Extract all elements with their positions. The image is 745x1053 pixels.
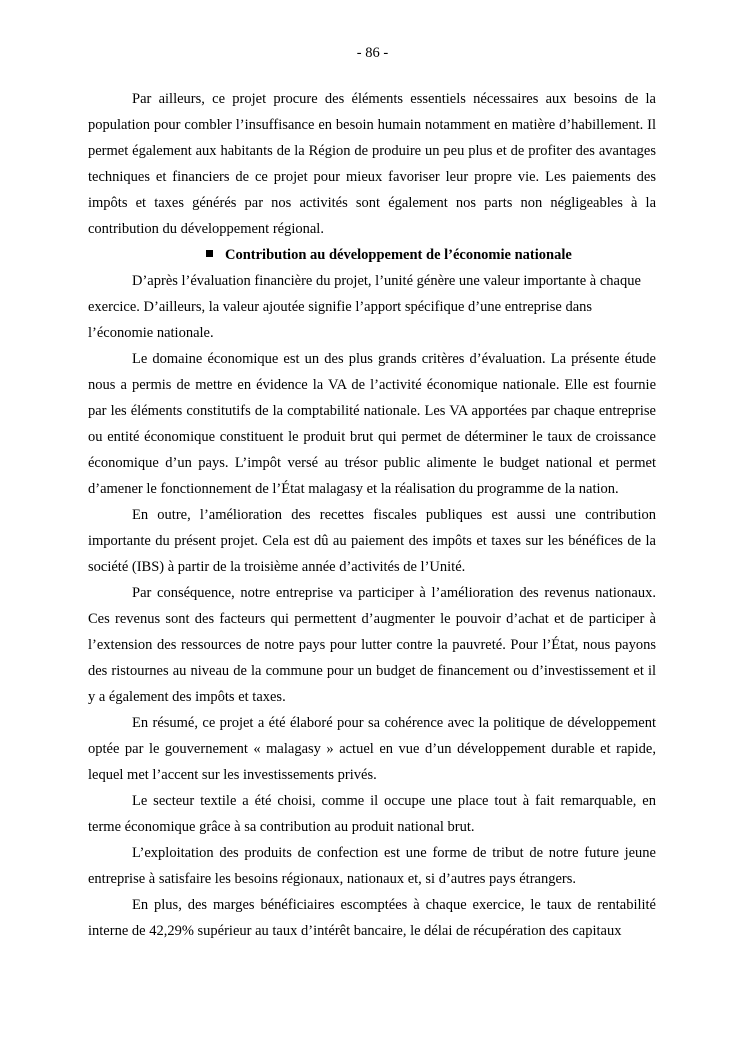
paragraph-financial-evaluation: D’après l’évaluation financière du projet, l’unité génère une valeur importante à chaque exercice. D’ailleurs, la valeur ajoutée signifie l’apport spécifique d’une entreprise dans l’économie nationale. (88, 273, 641, 341)
section-heading-text: Contribution au développement de l’économie nationale (225, 247, 572, 263)
paragraph-national-revenue: Par conséquence, notre entreprise va participer à l’amélioration des revenus nationaux. Ces revenus sont des facteurs qui permettent d’augmenter le pouvoir d’achat et de participer à l’extension des ressources de notre pays pour lutter contre la pauvreté. Pour l’État, nous payons des ristournes au niveau de la commune pour un budget de financement ou d’investissement et il y a également des impôts et taxes. (88, 585, 656, 705)
paragraph-profit-margins: En plus, des marges bénéficiaires escomptées à chaque exercice, le taux de rentabilité interne de 42,29% supérieur au taux d’intérêt bancaire, le délai de récupération des capitaux (88, 897, 656, 939)
page-number: - 86 - (356, 45, 389, 61)
paragraph-regional-benefits: Par ailleurs, ce projet procure des éléments essentiels nécessaires aux besoins de la population pour combler l’insuffisance en besoin humain notamment en matière d’habillement. Il permet également aux habitants de la Région de produire un peu plus et de profiter des avantages techniques et financiers de ce projet pour mieux favoriser leur propre vie. Les paiements des impôts et taxes générés par nos activités sont également nos parts non négligeables à la contribution du développement régional. (88, 91, 656, 237)
document-body (88, 86, 656, 944)
paragraph-exploitation: L’exploitation des produits de confection est une forme de tribut de notre future jeune entreprise à satisfaire les besoins régionaux, nationaux et, si d’autres pays étrangers. (88, 845, 656, 887)
paragraph-summary: En résumé, ce projet a été élaboré pour sa cohérence avec la politique de développement optée par le gouvernement « malagasy » actuel en vue d’un développement durable et rapide, lequel met l’accent sur les investissements privés. (88, 715, 656, 783)
paragraph-fiscal-revenue: En outre, l’amélioration des recettes fiscales publiques est aussi une contribution importante du présent projet. Cela est dû au paiement des impôts et taxes sur les bénéfices de la société (IBS) à partir de la troisième année d’activités de l’Unité. (88, 507, 656, 575)
paragraph-textile-sector: Le secteur textile a été choisi, comme il occupe une place tout à fait remarquable, en terme économique grâce à sa contribution au produit national brut. (88, 793, 656, 835)
paragraph-economic-domain: Le domaine économique est un des plus grands critères d’évaluation. La présente étude nous a permis de mettre en évidence la VA de l’activité économique nationale. Elle est fournie par les éléments constitutifs de la comptabilité nationale. Les VA apportées par chaque entreprise ou entité économique constituent le produit brut qui permet de déterminer le taux de croissance économique d’un pays. L’impôt versé au trésor public alimente le budget national et permet d’amener le fonctionnement de l’État malagasy et la réalisation du programme de la nation. (88, 351, 656, 497)
section-heading (88, 242, 656, 268)
square-bullet-icon (206, 250, 213, 257)
